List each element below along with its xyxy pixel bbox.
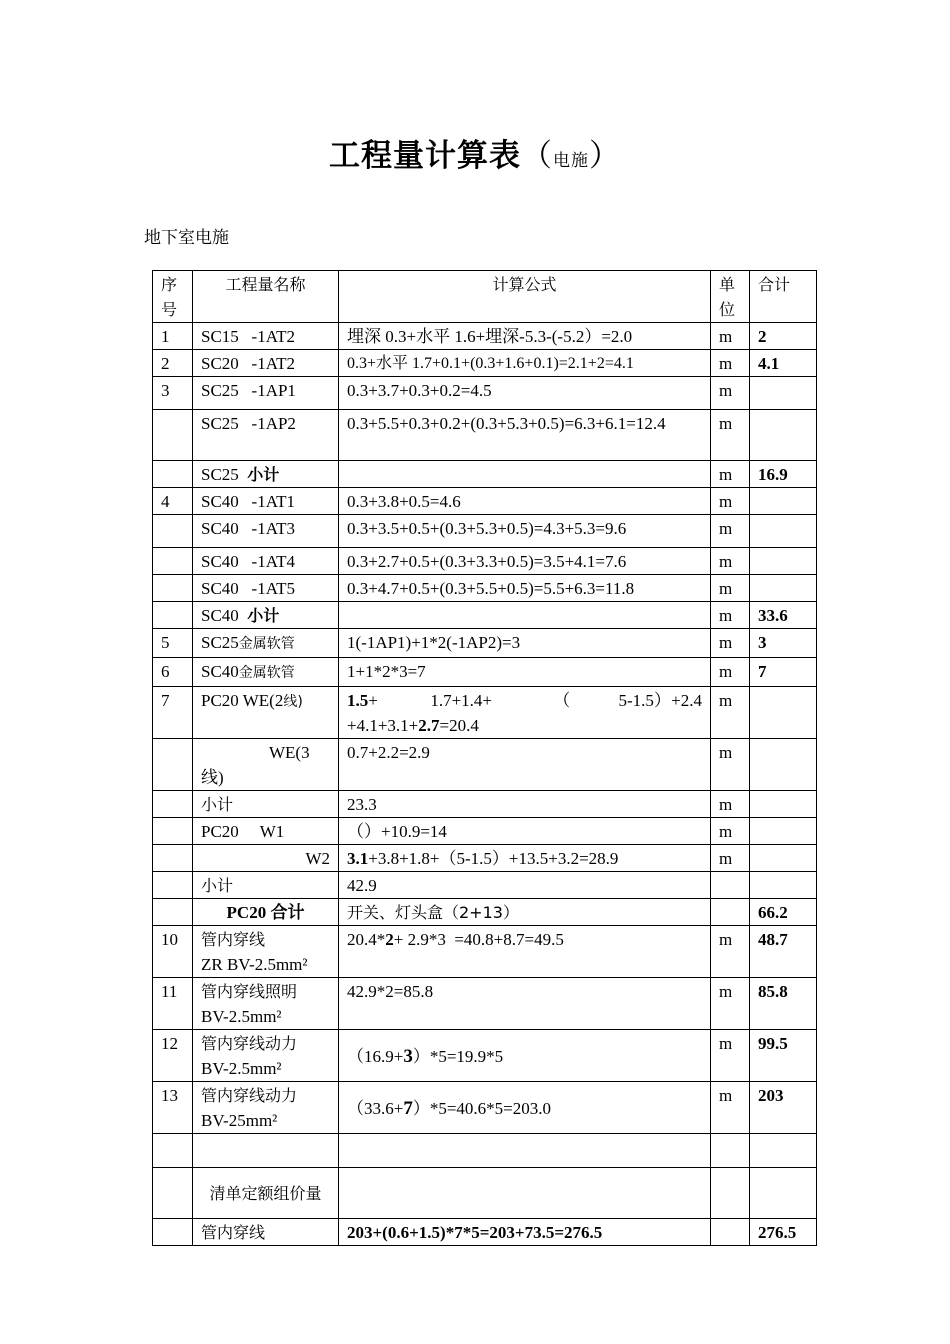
cell-name: 小计: [193, 791, 339, 818]
formula-part-a: （33.6+: [347, 1098, 404, 1118]
cell-name: [193, 602, 339, 629]
formula-part-b: + 2.9*3 =40.8+8.7=49.5: [393, 930, 564, 949]
formula-part-a: 20.4*: [347, 930, 386, 949]
cell-unit: [711, 872, 750, 899]
formula-result: =20.4: [439, 716, 479, 735]
cell-unit: m: [711, 410, 750, 461]
cell-total: 48.7: [750, 926, 817, 978]
cell-total: 99.5: [750, 1030, 817, 1082]
cell-total: [750, 1134, 817, 1168]
cell-unit: m: [711, 377, 750, 410]
cell-name: [193, 978, 339, 1030]
cell-name-line2: BV-2.5mm²: [201, 1059, 282, 1078]
formula-bold-start: 1.5: [347, 691, 369, 710]
cell-seq: [153, 548, 193, 575]
formula-bold: 7: [403, 1097, 413, 1119]
table-row: [153, 687, 817, 739]
cell-formula: [339, 461, 711, 488]
cell-seq: 2: [153, 350, 193, 377]
cell-seq: 12: [153, 1030, 193, 1082]
cell-unit: m: [711, 629, 750, 658]
cell-name: [193, 658, 339, 687]
cell-total: [750, 488, 817, 515]
cell-name: WE(3 线): [193, 739, 339, 791]
cell-formula: 42.9*2=85.8: [339, 978, 711, 1030]
table-row: [153, 1134, 817, 1168]
cell-total: [750, 1168, 817, 1219]
cell-name: [193, 926, 339, 978]
cell-unit: [711, 1219, 750, 1246]
table-row: [153, 791, 817, 818]
cell-total: 16.9: [750, 461, 817, 488]
table-header-row: [153, 271, 817, 323]
cell-unit: [711, 899, 750, 926]
cell-seq: 7: [153, 687, 193, 739]
cell-total: 7: [750, 658, 817, 687]
cell-formula: [339, 1082, 711, 1134]
cell-name: 管内穿线: [193, 1219, 339, 1246]
cell-name: [193, 1030, 339, 1082]
cell-formula: 0.7+2.2=2.9: [339, 739, 711, 791]
cell-name: 小计: [193, 872, 339, 899]
cell-unit: m: [711, 1082, 750, 1134]
cell-seq: 13: [153, 1082, 193, 1134]
cell-name: SC25 -1AP1: [193, 377, 339, 410]
cell-formula: [339, 845, 711, 872]
formula-rest: +3.8+1.8+（5-1.5）+13.5+3.2=28.9: [368, 849, 619, 868]
table-row: [153, 575, 817, 602]
cell-seq: [153, 899, 193, 926]
table-row: [153, 978, 817, 1030]
quantity-table: [152, 270, 817, 1246]
cell-formula: 0.3+5.5+0.3+0.2+(0.3+5.3+0.5)=6.3+6.1=12.4: [339, 410, 711, 461]
cell-seq: [153, 739, 193, 791]
section-subtitle: 地下室电施: [144, 228, 229, 248]
cell-formula: 0.3+3.5+0.5+(0.3+5.3+0.5)=4.3+5.3=9.6: [339, 515, 711, 548]
title-close-paren: ）: [589, 138, 621, 174]
cell-seq: 5: [153, 629, 193, 658]
title-sub: 电施: [553, 151, 589, 171]
cell-name: W2: [193, 845, 339, 872]
cell-total: [750, 818, 817, 845]
cell-total: 2: [750, 323, 817, 350]
header-unit: 单位: [711, 271, 750, 323]
cell-seq: 6: [153, 658, 193, 687]
table-row: [153, 1168, 817, 1219]
cell-name: SC40 -1AT4: [193, 548, 339, 575]
cell-formula: 1(-1AP1)+1*2(-1AP2)=3: [339, 629, 711, 658]
table-row: [153, 658, 817, 687]
cell-name-code: PC20 WE(2: [201, 691, 284, 710]
table-row: [153, 1219, 817, 1246]
table-row: [153, 872, 817, 899]
cell-name-line1: 管内穿线照明: [201, 982, 298, 1001]
cell-total: 4.1: [750, 350, 817, 377]
table-row: [153, 377, 817, 410]
cell-name-line2: BV-25mm²: [201, 1111, 278, 1130]
cell-total: [750, 575, 817, 602]
cell-name-desc: 金属软管: [238, 636, 295, 652]
cell-name: [193, 1134, 339, 1168]
cell-seq: [153, 1168, 193, 1219]
cell-unit: m: [711, 818, 750, 845]
cell-unit: m: [711, 323, 750, 350]
table-row: [153, 926, 817, 978]
cell-seq: [153, 1134, 193, 1168]
cell-name: PC20 W1: [193, 818, 339, 845]
cell-seq: [153, 410, 193, 461]
cell-formula: [339, 687, 711, 739]
cell-total: [750, 845, 817, 872]
cell-total: [750, 377, 817, 410]
cell-name-desc: 金属软管: [238, 665, 295, 681]
formula-bold: 2: [385, 930, 394, 949]
cell-seq: 3: [153, 377, 193, 410]
cell-name-subtotal: 小计: [247, 606, 280, 625]
formula-part-a: （16.9+: [347, 1046, 404, 1066]
cell-seq: [153, 1219, 193, 1246]
table-row: [153, 629, 817, 658]
cell-unit: m: [711, 488, 750, 515]
cell-name: SC15 -1AT2: [193, 323, 339, 350]
cell-formula: [339, 602, 711, 629]
cell-formula: 42.9: [339, 872, 711, 899]
formula-bold-end: 2.7: [418, 716, 440, 735]
cell-formula: [339, 1134, 711, 1168]
cell-name-code: SC25: [201, 633, 239, 652]
cell-seq: [153, 461, 193, 488]
cell-seq: 1: [153, 323, 193, 350]
table-row: [153, 548, 817, 575]
cell-total: 3: [750, 629, 817, 658]
table-row: [153, 845, 817, 872]
cell-formula: 0.3+水平 1.7+0.1+(0.3+1.6+0.1)=2.1+2=4.1: [339, 350, 711, 377]
cell-name: SC40 -1AT3: [193, 515, 339, 548]
cell-name-code: SC25: [201, 465, 239, 484]
cell-formula: 203+(0.6+1.5)*7*5=203+73.5=276.5: [339, 1219, 711, 1246]
cell-formula: 0.3+3.8+0.5=4.6: [339, 488, 711, 515]
cell-unit: m: [711, 845, 750, 872]
page-title: [0, 130, 950, 175]
header-name: 工程量名称: [193, 271, 339, 323]
formula-middle: + 1.7+1.4+ （ 5-1.5）+2.4+4.1+3.1+: [347, 691, 702, 735]
cell-name-code: SC40: [201, 606, 239, 625]
cell-total: [750, 515, 817, 548]
cell-seq: 10: [153, 926, 193, 978]
cell-seq: [153, 845, 193, 872]
cell-formula: 0.3+4.7+0.5+(0.3+5.5+0.5)=5.5+6.3=11.8: [339, 575, 711, 602]
cell-formula: [339, 926, 711, 978]
table-row: [153, 1082, 817, 1134]
cell-name-line1: 管内穿线动力: [201, 1086, 298, 1105]
cell-seq: [153, 575, 193, 602]
cell-seq: 11: [153, 978, 193, 1030]
cell-unit: m: [711, 687, 750, 739]
cell-total: [750, 548, 817, 575]
table-row: [153, 350, 817, 377]
cell-seq: [153, 818, 193, 845]
table-row: [153, 488, 817, 515]
cell-name-line1: 管内穿线: [201, 930, 266, 949]
cell-total: [750, 687, 817, 739]
title-open-paren: （: [521, 138, 553, 174]
cell-name: SC40 -1AT1: [193, 488, 339, 515]
cell-name: PC20 合计: [193, 899, 339, 926]
table-row: [153, 461, 817, 488]
cell-name-line2: BV-2.5mm²: [201, 1007, 282, 1026]
cell-formula: 0.3+2.7+0.5+(0.3+3.3+0.5)=3.5+4.1=7.6: [339, 548, 711, 575]
cell-name: SC25 -1AP2: [193, 410, 339, 461]
cell-name: [193, 461, 339, 488]
formula-bold-start: 3.1: [347, 849, 369, 868]
formula-part-b: ）*5=40.6*5=203.0: [412, 1098, 552, 1118]
cell-unit: [711, 1168, 750, 1219]
cell-name: [193, 629, 339, 658]
cell-formula: 23.3: [339, 791, 711, 818]
cell-name-code: SC40: [201, 662, 239, 681]
cell-formula: 1+1*2*3=7: [339, 658, 711, 687]
cell-total: 33.6: [750, 602, 817, 629]
formula-part-b: ）*5=19.9*5: [412, 1046, 504, 1066]
cell-unit: m: [711, 575, 750, 602]
header-formula: 计算公式: [339, 271, 711, 323]
cell-total: 85.8: [750, 978, 817, 1030]
title-main: 工程量计算表: [329, 138, 521, 174]
cell-name-subtotal: 小计: [247, 465, 280, 484]
cell-seq: [153, 515, 193, 548]
cell-unit: [711, 1134, 750, 1168]
cell-seq: [153, 791, 193, 818]
cell-name-line1: 管内穿线动力: [201, 1034, 298, 1053]
cell-unit: m: [711, 658, 750, 687]
cell-formula: 埋深 0.3+水平 1.6+埋深-5.3-(-5.2）=2.0: [339, 323, 711, 350]
cell-total: 276.5: [750, 1219, 817, 1246]
table-row: [153, 515, 817, 548]
header-seq: 序号: [153, 271, 193, 323]
cell-unit: m: [711, 602, 750, 629]
cell-name-desc: 线): [283, 694, 303, 710]
cell-name: [193, 687, 339, 739]
table-row: [153, 1030, 817, 1082]
cell-unit: m: [711, 791, 750, 818]
table-row: [153, 410, 817, 461]
cell-unit: m: [711, 1030, 750, 1082]
cell-name: SC20 -1AT2: [193, 350, 339, 377]
cell-formula: [339, 1168, 711, 1219]
cell-formula: 0.3+3.7+0.3+0.2=4.5: [339, 377, 711, 410]
cell-name: 清单定额组价量: [193, 1168, 339, 1219]
table-row: [153, 818, 817, 845]
cell-unit: m: [711, 978, 750, 1030]
cell-name: [193, 1082, 339, 1134]
cell-formula: （）+10.9=14: [339, 818, 711, 845]
cell-unit: m: [711, 461, 750, 488]
cell-unit: m: [711, 548, 750, 575]
cell-unit: m: [711, 515, 750, 548]
cell-total: [750, 791, 817, 818]
table-row: [153, 739, 817, 791]
cell-name: SC40 -1AT5: [193, 575, 339, 602]
table-row: [153, 602, 817, 629]
formula-bold: 3: [403, 1045, 413, 1067]
table-row: [153, 323, 817, 350]
cell-seq: [153, 872, 193, 899]
cell-total: 203: [750, 1082, 817, 1134]
table-row: [153, 899, 817, 926]
cell-seq: [153, 602, 193, 629]
cell-formula: 开关、灯头盒（2+13）: [339, 899, 711, 926]
cell-unit: m: [711, 350, 750, 377]
cell-name-line2: ZR BV-2.5mm²: [201, 955, 308, 974]
cell-seq: 4: [153, 488, 193, 515]
cell-total: [750, 872, 817, 899]
cell-total: [750, 410, 817, 461]
cell-unit: m: [711, 926, 750, 978]
header-total: 合计: [750, 271, 817, 323]
cell-total: [750, 739, 817, 791]
cell-total: 66.2: [750, 899, 817, 926]
cell-formula: [339, 1030, 711, 1082]
cell-unit: m: [711, 739, 750, 791]
